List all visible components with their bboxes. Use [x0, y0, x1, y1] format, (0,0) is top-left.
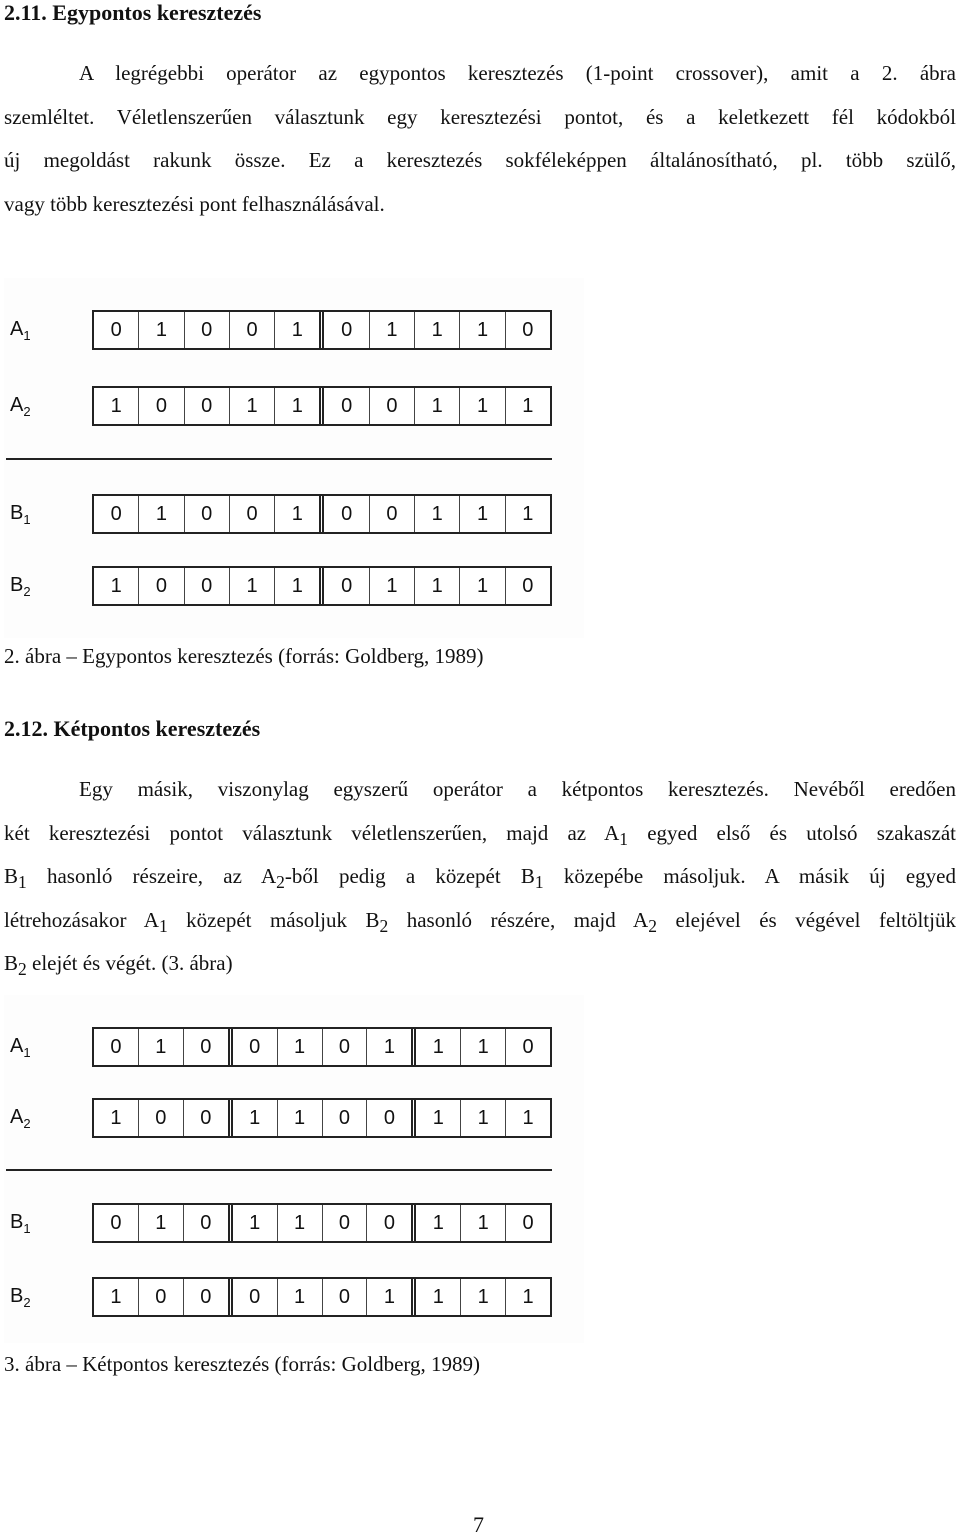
bit-cell: 0 — [228, 1279, 277, 1315]
paragraph-line: szemléltet. Véletlenszerűen választunk egy keresztezési pontot, és a keletkezett fél kódokból — [4, 104, 956, 129]
bit-cell: 0 — [366, 1205, 411, 1241]
bit-cell: 1 — [274, 568, 319, 604]
bit-cell: 0 — [319, 568, 368, 604]
row-label: $A_1$ — [10, 1035, 31, 1060]
bit-cell: 1 — [414, 568, 459, 604]
page-number: 7 — [473, 1512, 484, 1537]
bit-cell: 1 — [369, 312, 414, 348]
bit-cell: 0 — [505, 1029, 550, 1065]
bit-cell: 1 — [411, 1279, 460, 1315]
figure-3-caption: 3. ábra – Kétpontos keresztezés (forrás: Goldberg, 1989) — [4, 1352, 481, 1376]
paragraph-line: új megoldást rakunk össze. Ez a keresztezés sokféleképpen általánosítható, pl. több szülő, — [4, 148, 956, 172]
bit-cell: 1 — [110, 394, 122, 417]
bit-cell: 1 — [138, 312, 183, 348]
figure-two-point-crossover — [4, 995, 584, 1343]
section-heading-2-12: 2.12. Kétpontos keresztezés — [4, 716, 261, 741]
paragraph-line: két keresztezési pontot választunk véletlenszerűen, majd az $A_1$ egyed első és utolsó szakaszát — [4, 820, 956, 849]
bit-cell: 0 — [138, 1100, 183, 1136]
bit-cell: 1 — [411, 1029, 460, 1065]
bit-cell: 0 — [183, 1100, 228, 1136]
bit-cell: 1 — [274, 312, 319, 348]
row-label: $B_1$ — [10, 1211, 31, 1236]
bit-cell: 1 — [228, 1100, 277, 1136]
bit-cell: 1 — [460, 1029, 505, 1065]
bit-cell: 1 — [277, 1279, 322, 1315]
row-label: $B_1$ — [10, 502, 31, 527]
bit-cell: 1 — [228, 1205, 277, 1241]
bit-cell: 0 — [229, 312, 274, 348]
bit-cell: 1 — [110, 1106, 122, 1129]
bit-cell: 0 — [183, 1029, 228, 1065]
bit-cell: 0 — [319, 388, 368, 424]
figure-2-caption: 2. ábra – Egypontos keresztezés (forrás: Goldberg, 1989) — [4, 644, 484, 668]
bit-cell: 0 — [322, 1029, 367, 1065]
bit-cell: 0 — [110, 1211, 122, 1234]
bit-cell: 0 — [369, 388, 414, 424]
bit-cell: 1 — [460, 1279, 505, 1315]
section-heading-2-11: 2.11. Egypontos keresztezés — [4, 0, 262, 25]
paragraph-line: $B_1$ hasonló részeire, az $A_2$-ből pedig a közepét $B_1$ közepébe másoljuk. A másik új egyed — [4, 864, 956, 893]
bit-cell: 1 — [110, 1285, 122, 1308]
bit-cell: 0 — [322, 1100, 367, 1136]
bit-cell: 0 — [228, 1029, 277, 1065]
chromosome-row — [92, 494, 552, 534]
bit-cell: 0 — [183, 1205, 228, 1241]
chromosome-row — [92, 1277, 552, 1317]
bit-cell: 1 — [366, 1279, 411, 1315]
bit-cell: 0 — [369, 496, 414, 532]
bit-cell: 1 — [411, 1205, 460, 1241]
bit-cell: 1 — [411, 1100, 460, 1136]
bit-cell: 1 — [505, 388, 550, 424]
bit-cell: 0 — [184, 312, 229, 348]
bit-cell: 1 — [229, 568, 274, 604]
bit-cell: 0 — [183, 1279, 228, 1315]
bit-cell: 1 — [277, 1029, 322, 1065]
bit-cell: 0 — [184, 568, 229, 604]
chromosome-row — [92, 1027, 552, 1067]
row-label: $A_2$ — [10, 1106, 31, 1131]
bit-cell: 1 — [459, 496, 504, 532]
row-label: $B_2$ — [10, 574, 31, 599]
paragraph-line: Egy másik, viszonylag egyszerű operátor a kétpontos keresztezés. Nevéből eredően — [79, 777, 956, 801]
bit-cell: 0 — [138, 1279, 183, 1315]
row-label: $A_2$ — [10, 394, 31, 419]
bit-cell: 1 — [460, 1100, 505, 1136]
bit-cell: 1 — [277, 1100, 322, 1136]
bit-cell: 0 — [110, 1035, 122, 1058]
bit-cell: 1 — [460, 1205, 505, 1241]
bit-cell: 1 — [459, 568, 504, 604]
paragraph-line: vagy több keresztezési pont felhasználásával. — [4, 191, 385, 216]
bit-cell: 1 — [505, 496, 550, 532]
bit-cell: 1 — [459, 312, 504, 348]
bit-cell: 1 — [414, 496, 459, 532]
bit-cell: 1 — [505, 1279, 550, 1315]
bit-cell: 0 — [110, 318, 122, 341]
bit-cell: 0 — [184, 496, 229, 532]
chromosome-row — [92, 386, 552, 426]
bit-cell: 1 — [138, 496, 183, 532]
parent-offspring-divider — [6, 458, 552, 460]
chromosome-row — [92, 1203, 552, 1243]
bit-cell: 0 — [505, 312, 550, 348]
bit-cell: 0 — [505, 568, 550, 604]
paragraph-line: $B_2$ elejét és végét. (3. ábra) — [4, 951, 233, 980]
bit-cell: 1 — [459, 388, 504, 424]
bit-cell: 1 — [369, 568, 414, 604]
bit-cell: 0 — [366, 1100, 411, 1136]
bit-cell: 0 — [319, 496, 368, 532]
figure-one-point-crossover — [4, 278, 584, 638]
bit-cell: 0 — [138, 388, 183, 424]
bit-cell: 0 — [229, 496, 274, 532]
paragraph-line: létrehozásakor $A_1$ közepét másoljuk $B_2$ hasonló részére, majd $A_2$ elejével és végével feltöltjük — [4, 907, 956, 936]
paragraph-line: A legrégebbi operátor az egypontos keresztezés (1-point crossover), amit a 2. ábra — [79, 61, 956, 85]
parent-offspring-divider — [6, 1169, 552, 1171]
bit-cell: 1 — [277, 1205, 322, 1241]
bit-cell: 1 — [138, 1205, 183, 1241]
bit-cell: 0 — [505, 1205, 550, 1241]
bit-cell: 0 — [322, 1205, 367, 1241]
bit-cell: 0 — [110, 502, 122, 525]
section-2-11-paragraph — [4, 52, 956, 226]
bit-cell: 0 — [322, 1279, 367, 1315]
row-label: $B_2$ — [10, 1285, 31, 1310]
bit-cell: 1 — [138, 1029, 183, 1065]
row-label: $A_1$ — [10, 318, 31, 343]
bit-cell: 1 — [505, 1100, 550, 1136]
bit-cell: 1 — [110, 574, 122, 597]
chromosome-row — [92, 566, 552, 606]
bit-cell: 1 — [274, 496, 319, 532]
bit-cell: 1 — [366, 1029, 411, 1065]
bit-cell: 1 — [414, 388, 459, 424]
bit-cell: 1 — [274, 388, 319, 424]
bit-cell: 0 — [138, 568, 183, 604]
chromosome-row — [92, 310, 552, 350]
bit-cell: 1 — [414, 312, 459, 348]
bit-cell: 1 — [229, 388, 274, 424]
bit-cell: 0 — [184, 388, 229, 424]
bit-cell: 0 — [319, 312, 368, 348]
section-2-12-paragraph — [4, 768, 956, 986]
chromosome-row — [92, 1098, 552, 1138]
